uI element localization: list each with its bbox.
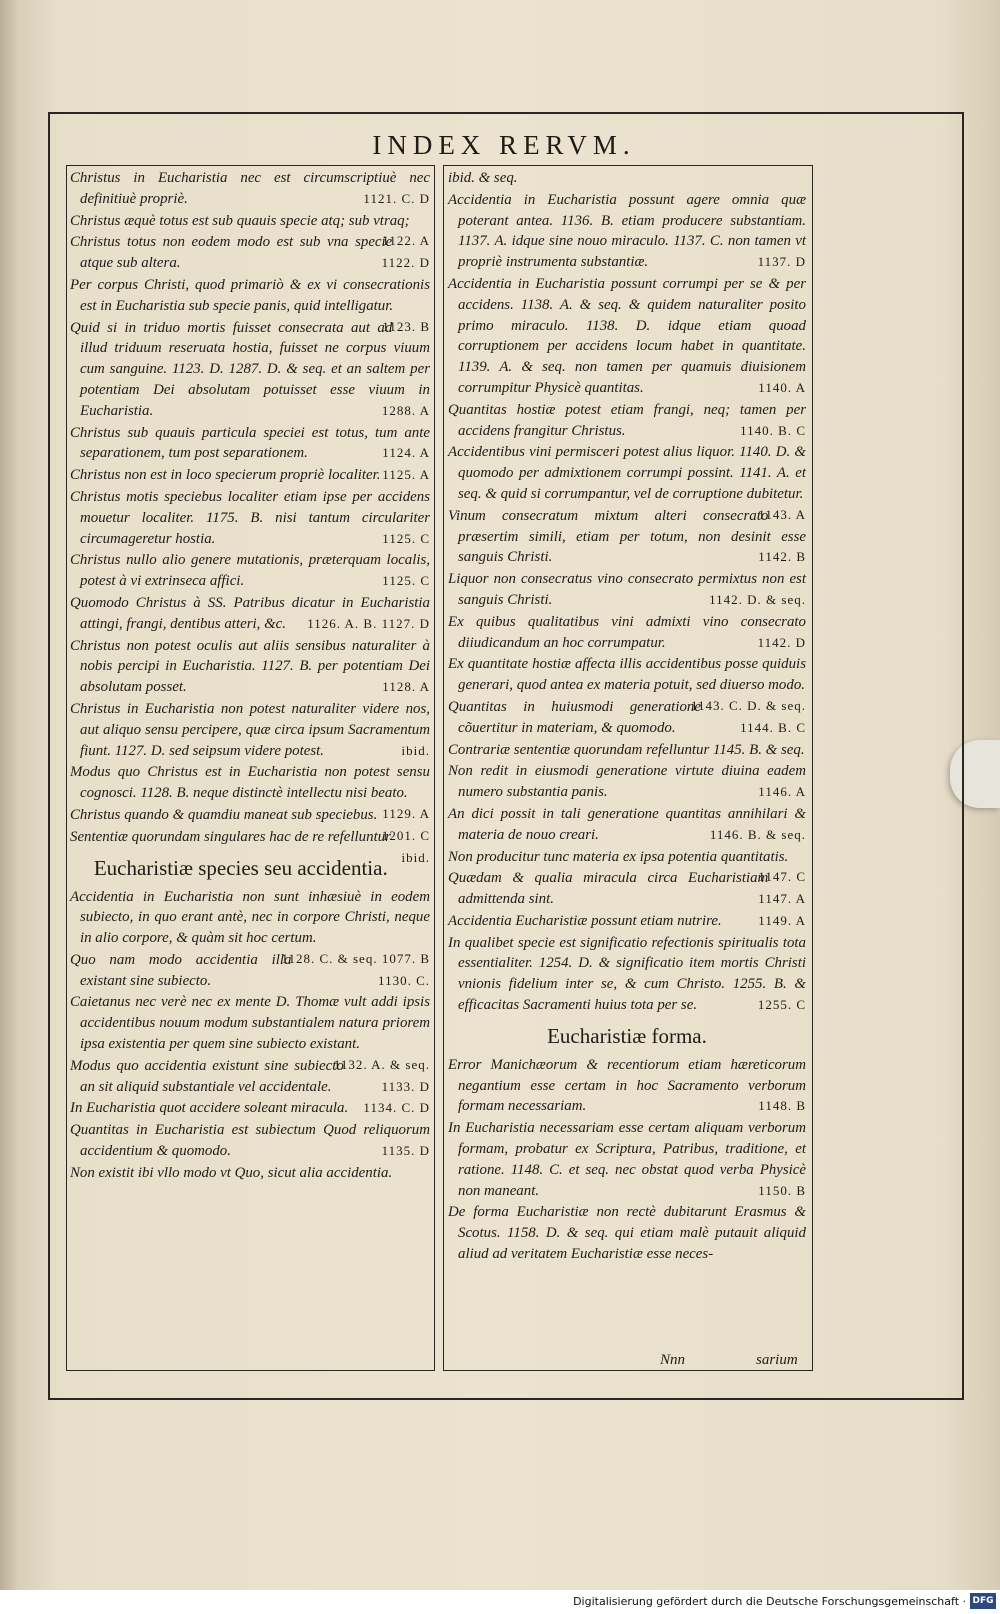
entry-text: Quantitas in huiusmodi generatione cõuertitur in materiam, & quomodo. xyxy=(448,698,701,736)
signature-mark: Nnn xyxy=(660,1352,686,1368)
index-entry xyxy=(448,442,806,522)
entry-text: De forma Eucharistiæ non rectè dubitarunt Erasmus & Scotus. 1158. D. & seq. qui etiam malè putauit aliquid aliud ad veritatem Eucharistiæ esse neces- xyxy=(448,1204,806,1263)
page-reference: 1137. D xyxy=(757,254,806,270)
catchword: sarium xyxy=(756,1352,798,1368)
page-reference: 1142. D. & seq. xyxy=(709,591,806,607)
index-entry xyxy=(70,827,430,865)
index-entry xyxy=(70,1163,430,1184)
entry-text: Quomodo Christus à SS. Patribus dicatur in Eucharistia attingi, frangi, dentibus atteri, &c. xyxy=(70,594,430,632)
entry-text: Accidentia in Eucharistia possunt corrumpi per se & per accidens. 1138. A. & seq. & quidem naturaliter posito primo miraculo. 1138. D. idque etiam quoad corruptionem per accidens locum habet in quantitate. 1139. A. & seq. non tamen per quamuis diuisionem corrumpitur Physicè quantitas. xyxy=(448,275,806,396)
entry-text: Accidentia in Eucharistia possunt agere omnia quæ poterant antea. 1136. B. etiam producere substantiam. 1137. A. idque sine nouo miraculo. 1137. C. non tamen vt propriè instrumenta substantiæ. xyxy=(448,191,806,271)
index-entry xyxy=(70,318,430,422)
entry-text: Christus nullo alio genere mutationis, præterquam localis, potest à vi extrinseca affici. xyxy=(70,552,430,590)
entry-text: Christus in Eucharistia nec est circumscriptiuè nec definitiuè propriè. xyxy=(70,170,430,207)
index-entry xyxy=(70,550,430,592)
entry-text: Quantitas hostiæ potest etiam frangi, neq; tamen per accidens frangitur Christus. xyxy=(448,401,806,439)
index-entry xyxy=(448,190,806,273)
index-entry xyxy=(448,933,806,1016)
entry-text: Accidentia in Eucharistia non sunt inhæsiuè in eodem subiecto, in quo erant antè, nec in corpore Christi, neque in alio corpore, & quàm sit hoc certum. xyxy=(70,888,430,947)
page-reference: 1150. B xyxy=(758,1182,806,1198)
index-entry xyxy=(70,593,430,635)
entry-text: Ex quantitate hostiæ affecta illis accidentibus posse quiduis generari, quod antea ex materia potuit, sed diuerso modo. xyxy=(448,656,806,694)
index-entry xyxy=(448,804,806,846)
page-reference: 1126. A. B. 1127. D xyxy=(307,615,430,631)
entry-text: Modus quo accidentia existunt sine subiecto an sit aliquid substantiale vel accidentale. xyxy=(70,1057,344,1095)
page-reference: 1144. B. C xyxy=(740,719,806,735)
page-reference: 1133. D xyxy=(381,1078,430,1094)
entry-text: Non existit ibi vllo modo vt Quo, sicut alia accidentia. xyxy=(70,1164,393,1181)
page-reference: 1128. A xyxy=(382,679,430,695)
index-entry xyxy=(448,740,806,761)
index-entry xyxy=(70,1120,430,1162)
entry-text: Quædam & qualia miracula circa Eucharistiam admittenda sint. xyxy=(448,870,769,908)
entry-text: Christus totus non eodem modo est sub vna specie atque sub altera. xyxy=(70,234,393,272)
index-entry xyxy=(70,487,430,549)
page-reference: 1125. A xyxy=(382,467,430,483)
section-heading: Eucharistiæ species seu accidentia. xyxy=(93,855,388,880)
entry-text: In Eucharistia quot accidere soleant miracula. xyxy=(70,1100,349,1117)
left-column xyxy=(70,168,430,1185)
entry-text: Christus sub quauis particula speciei est totus, tum ante separationem, tum post separationem. xyxy=(70,424,430,462)
entry-text: Liquor non consecratus vino consecrato permixtus non est sanguis Christi. xyxy=(448,571,806,608)
entry-text: Non redit in eiusmodi generatione virtute diuina eadem numero substantia panis. xyxy=(448,763,806,801)
page-reference: 1142. B xyxy=(758,549,806,565)
page-reference: 1140. A xyxy=(758,379,806,395)
entry-text: An dici possit in tali generatione quantitas annihilari & materia de nouo creari. xyxy=(448,805,806,843)
entry-text: Error Manichæorum & recentiorum etiam hæreticorum negantium esse certam in hoc Sacramento verborum formam necessariam. xyxy=(448,1056,806,1115)
index-entry xyxy=(448,847,806,885)
page-reference: 1143. A xyxy=(758,506,806,522)
page-reference: 1122. A xyxy=(382,233,430,249)
index-entry xyxy=(70,232,430,274)
index-entry xyxy=(70,211,430,249)
entry-text: Christus quando & quamdiu maneat sub speciebus. xyxy=(70,806,378,823)
page-reference: 1143. C. D. & seq. xyxy=(690,697,806,713)
page-reference: 1132. A. & seq. xyxy=(333,1056,430,1072)
page-reference: 1124. A xyxy=(382,445,430,461)
page-reference: 1140. B. C xyxy=(740,422,806,438)
page-reference: 1142. D xyxy=(757,634,806,650)
index-entry xyxy=(70,992,430,1072)
entry-text: Accidentia Eucharistiæ possunt etiam nutrire. xyxy=(448,912,722,929)
entry-text: Christus motis speciebus localiter etiam ipse per accidens mouetur localiter. 1175. B. nisi tantum circulariter circumageretur hostia. xyxy=(70,488,430,547)
index-entry xyxy=(448,400,806,442)
page-reference: 1288. A xyxy=(381,402,430,418)
entry-text: ibid. & seq. xyxy=(448,170,518,186)
page-reference: 1147. A xyxy=(758,891,806,907)
page-reference: 1129. A xyxy=(382,805,430,821)
right-column xyxy=(448,168,806,1266)
index-entry xyxy=(448,761,806,803)
entry-text: Caietanus nec verè nec ex mente D. Thomæ vult addi ipsis accidentibus nouum modum substantialem natura priorem ipsa existentia per quem sine subiecto existant. xyxy=(70,994,430,1053)
page-reference: 1128. C. & seq. 1077. B xyxy=(281,950,430,966)
entry-text: Accidentibus vini permisceri potest alius liquor. 1140. D. & quomodo per admixtionem corrumpi possint. 1141. A. et seq. & quid si corrumpantur, vel de corruptione dubitetur. xyxy=(448,444,806,502)
index-entry xyxy=(448,911,806,932)
index-entry xyxy=(70,887,430,966)
entry-text: Modus quo Christus est in Eucharistia non potest sensu cognosci. 1128. B. neque distinctè intellectu nisi beato. xyxy=(70,764,430,802)
footer xyxy=(0,1590,1000,1614)
entry-text: Christus non est in loco specierum propriè localiter. xyxy=(70,467,381,484)
index-entry xyxy=(448,569,806,611)
page-reference: 1125. C xyxy=(382,530,430,546)
index-entry xyxy=(448,506,806,568)
entry-text: Christus non potest oculis aut aliis sensibus naturaliter à nobis percipi in Eucharistia. 1127. B. per potentiam Dei absolutam posset. xyxy=(70,637,430,696)
index-entry xyxy=(70,168,430,210)
section-heading: Eucharistiæ forma. xyxy=(547,1023,707,1048)
index-entry xyxy=(448,612,806,654)
index-entry xyxy=(448,1118,806,1201)
page-reference: 1125. C xyxy=(382,573,430,589)
page-reference: 1130. C. xyxy=(378,972,430,988)
entry-text: Christus æquè totus est sub quauis specie atq; sub vtraq; xyxy=(70,212,410,229)
index-entry xyxy=(70,1098,430,1119)
page-reference: 1134. C. D xyxy=(363,1100,430,1116)
index-entry xyxy=(448,1055,806,1117)
page-reference: 1146. B. & seq. xyxy=(709,826,806,842)
entry-text: Non producitur tunc materia ex ipsa potentia quantitatis. xyxy=(448,848,789,865)
entry-text: Vinum consecratum mixtum alteri consecrato præsertim simili, etiam per totum, non desinit esse sanguis Christi. xyxy=(448,507,806,566)
page-reference: 1148. B xyxy=(758,1098,806,1114)
index-entry xyxy=(448,274,806,399)
index-entry xyxy=(70,423,430,465)
index-entry xyxy=(448,654,806,713)
index-entry xyxy=(70,636,430,698)
page-reference: 1201. C xyxy=(381,827,430,843)
entry-text: Quid si in triduo mortis fuisset consecrata aut ad illud triduum reseruata hostia, fuisset ne corpus viuum cum sanguine. 1123. D. 1287. D. & seq. et an saltem per potentiam Dei absolutam potuisset esse viuum in Eucharistia. xyxy=(70,319,430,419)
entry-text: Sententiæ quorundam singulares hac de re refelluntur xyxy=(70,828,391,845)
entry-text: Quo nam modo accidentia illa existant sine subiecto. xyxy=(70,951,292,989)
page-reference: 1123. B xyxy=(382,318,430,334)
index-entry xyxy=(70,275,430,334)
page-reference: 1122. D xyxy=(381,255,430,271)
index-entry xyxy=(70,465,430,486)
index-entry xyxy=(448,868,806,910)
entry-text: Christus in Eucharistia non potest naturaliter videre nos, aut aliquo sensu percipere, quæ circa ipsum Sacramentum fiunt. 1127. D. sed seipsum videre potest. xyxy=(70,700,430,759)
page-reference: 1147. C xyxy=(758,869,806,885)
index-entry xyxy=(448,1202,806,1264)
page-reference: 1149. A xyxy=(758,912,806,928)
page-reference: 1146. A xyxy=(758,784,806,800)
index-entry xyxy=(448,168,806,189)
dfg-logo: DFG xyxy=(970,1593,996,1609)
entry-text: In qualibet specie est significatio refectionis spiritualis tota essentialiter. 1254. D. & significatio item mortis Christi vnionis fidelium inter se, & cum Christo. 1255. B. & efficacitas Sacramenti huius tota per se. xyxy=(448,934,806,1014)
entry-text: Quantitas in Eucharistia est subiectum Quod reliquorum accidentium & quomodo. xyxy=(70,1122,430,1160)
page-reference: 1121. C. D xyxy=(363,190,430,206)
entry-text: Contrariæ sententiæ quorundam refelluntur 1145. B. & seq. xyxy=(448,741,805,758)
entry-text: Per corpus Christi, quod primariò & ex vi consecrationis est in Eucharistia sub specie panis, quid intelligatur. xyxy=(70,276,430,314)
page-title: INDEX RERVM. xyxy=(372,130,636,160)
page-reference: ibid. xyxy=(401,742,430,758)
entry-text: In Eucharistia necessariam esse certam aliquam verborum formam, probatur ex Scriptura, Patribus, traditione, et ratione. 1148. C. et seq. nec obstat quod verba Physicè non maneant. xyxy=(448,1120,806,1199)
page-reference: 1135. D xyxy=(381,1143,430,1159)
entry-text: Ex quibus qualitatibus vini admixti vino consecrato diiudicandum an hoc corrumpatur. xyxy=(448,613,806,651)
page-reference: ibid. xyxy=(401,849,430,865)
page-reference: 1255. C xyxy=(757,997,806,1013)
index-entry xyxy=(70,699,430,761)
footer-text: Digitalisierung gefördert durch die Deutsche Forschungsgemeinschaft · xyxy=(573,1595,966,1608)
